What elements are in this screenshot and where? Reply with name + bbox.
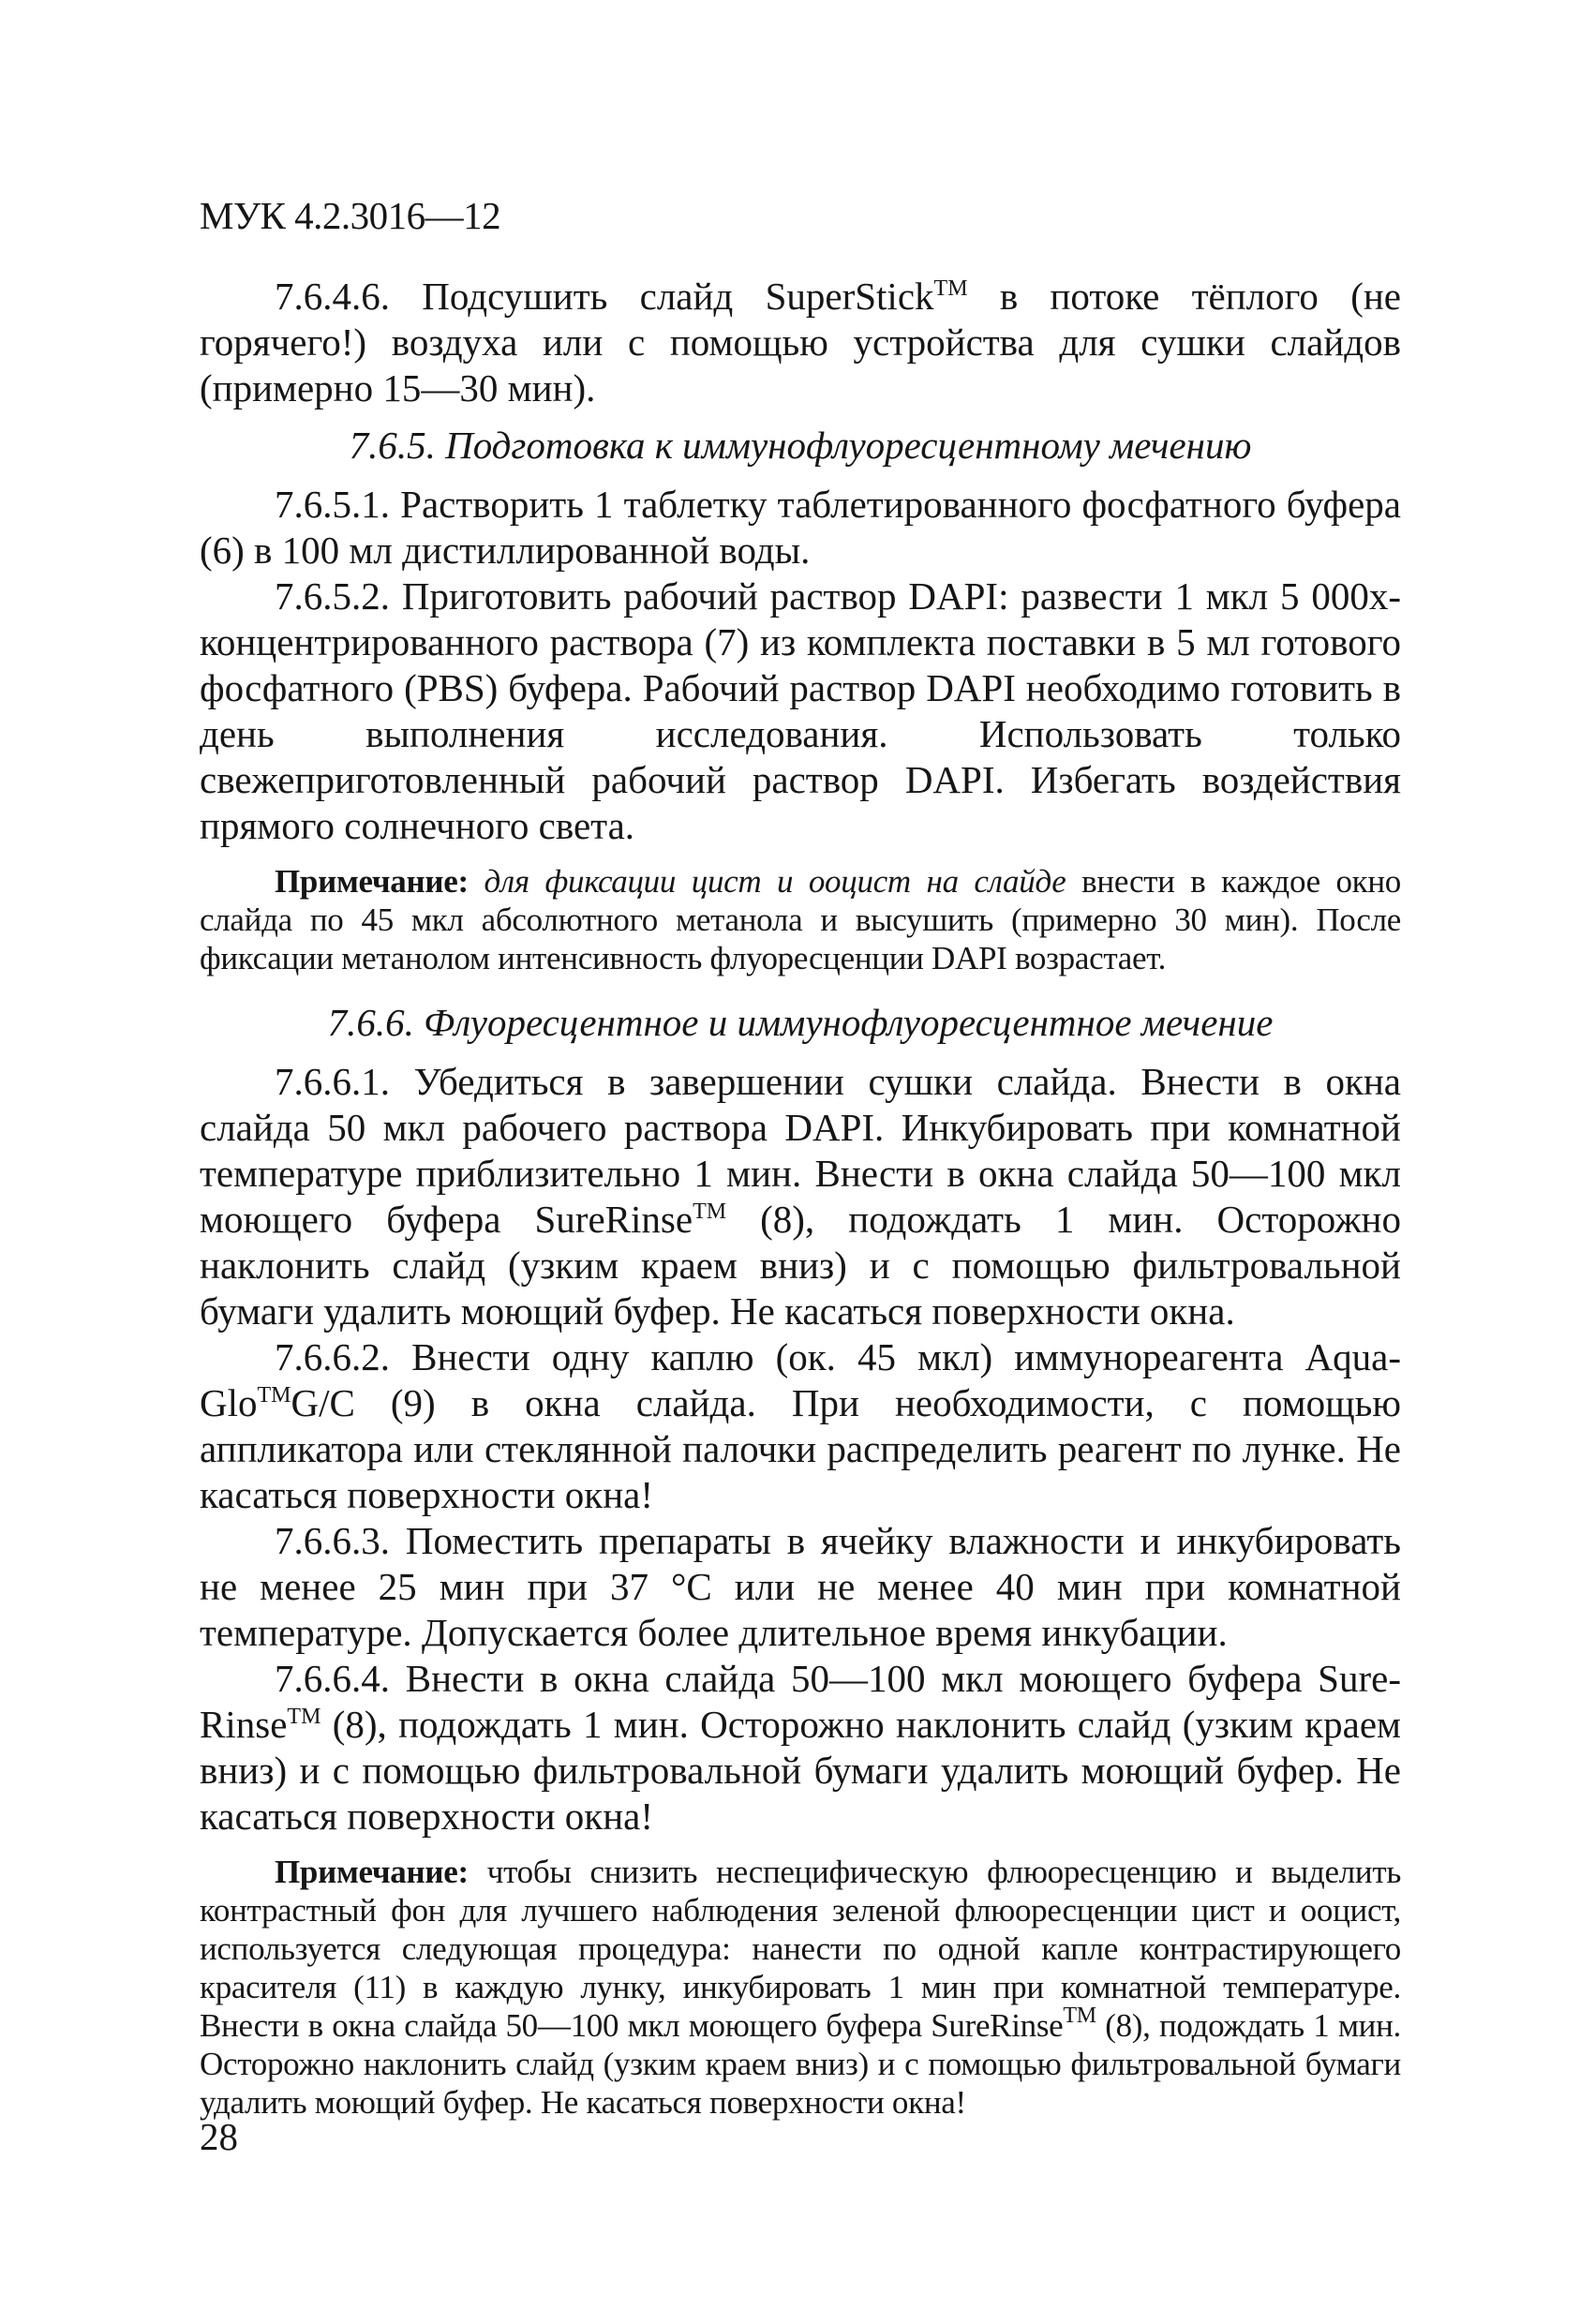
paragraph-text: 7.6.6.4. Внести в окна слайда 50—100 мкл моющего буфера Sure-Rinse <box>200 1657 1401 1746</box>
paragraph-7-6-5-2: 7.6.5.2. Приготовить рабочий раствор DAPI: развести 1 мкл 5 000х-концентрированного раствора (7) из комплекта поставки в 5 мл готового фосфатного (PBS) буфера. Рабочий раствор DAPI необходимо готовить в день выполнения исследования. Использовать только свежеприготовленный рабочий раствор DAPI. Избегать воздействия прямого солнечного света. <box>200 574 1401 847</box>
paragraph-7-6-6-4 <box>200 1656 1401 1840</box>
section-heading-7-6-6: 7.6.6. Флуоресцентное и иммунофлуоресцентное мечение <box>327 1001 1274 1044</box>
trademark-sup: TM <box>693 1199 727 1224</box>
paragraph-7-6-6-3: 7.6.6.3. Поместить препараты в ячейку влажности и инкубировать не менее 25 мин при 37 °С или не менее 40 мин при комнатной температуре. Допускается более длительное время инкубации. <box>200 1519 1401 1654</box>
page-body <box>200 274 1401 2144</box>
paragraph-text: 7.6.4.6. Подсушить слайд SuperStick <box>275 275 934 318</box>
trademark-sup: TM <box>1063 2004 1096 2028</box>
note-1 <box>200 862 1401 977</box>
paragraph-text: (8), подождать 1 мин. Осторожно наклонить слайд (узким краем вниз) и с помощью фильтровальной бумаги удалить моющий буфер. Не касаться поверхности окна. <box>200 1198 1401 1333</box>
document-code-header: МУК 4.2.3016—12 <box>200 194 501 237</box>
note-text: (8), подождать 1 мин. Осторожно наклонить слайд (узким краем вниз) и с помощью фильтровальной бумаги удалить моющий буфер. Не касаться поверхности окна! <box>200 2007 1401 2121</box>
section-heading-7-6-5: 7.6.5. Подготовка к иммунофлуоресцентному мечению <box>349 424 1252 467</box>
paragraph-text: 7.6.6.2. Внести одну каплю (ок. 45 мкл) иммунореагента Aqua-Glo <box>200 1335 1401 1424</box>
note-label: Примечание: <box>275 863 469 900</box>
paragraph-7-6-5-1: 7.6.5.1. Растворить 1 таблетку таблетированного фосфатного буфера (6) в 100 мл дистиллированной воды. <box>200 483 1401 572</box>
paragraph-7-6-4-6 <box>200 274 1401 411</box>
paragraph-7-6-6-1 <box>200 1059 1401 1334</box>
trademark-sup: TM <box>287 1705 321 1729</box>
note-label: Примечание: <box>275 1854 469 1890</box>
note-italic-text: для фиксации цист и ооцист на слайде <box>468 863 1066 900</box>
note-2 <box>200 1853 1401 2122</box>
paragraph-text: в потоке тёплого (не горячего!) воздуха или с помощью устройства для сушки слайдов (примерно 15—30 мин). <box>200 275 1402 410</box>
paragraph-text: (8), подождать 1 мин. Осторожно наклонить слайд (узким краем вниз) и с помощью фильтровальной бумаги удалить моющий буфер. Не касаться поверхности окна! <box>200 1703 1401 1838</box>
trademark-sup: TM <box>257 1383 291 1408</box>
trademark-sup: TM <box>933 276 968 301</box>
paragraph-7-6-6-2 <box>200 1334 1401 1518</box>
note-text: внести в каждое окно слайда по 45 мкл абсолютного метанола и высушить (примерно 30 мин). После фиксации метанолом интенсивность флуоресценции DAPI возрастает. <box>200 863 1401 976</box>
paragraph-text: G/C (9) в окна слайда. При необходимости, с помощью аппликатора или стеклянной палочки распределить реагент по лунке. Не касаться поверхности окна! <box>200 1381 1401 1516</box>
page-number: 28 <box>200 2115 238 2158</box>
note-text: чтобы снизить неспецифическую флюоресценцию и выделить контрастный фон для лучшего наблюдения зеленой флюоресценции цист и ооцист, используется следующая процедура: нанести по одной капле контрастирующего красителя (11) в каждую лунку, инкубировать 1 мин при комнатной температуре. Внести в окна слайда 50—100 мкл моющего буфера SureRinse <box>200 1854 1401 2044</box>
paragraph-text: 7.6.6.1. Убедиться в завершении сушки слайда. Внести в окна слайда 50 мкл рабочего раствора DAPI. Инкубировать при комнатной температуре приблизительно 1 мин. Внести в окна слайда 50—100 мкл моющего буфера SureRinse <box>200 1060 1401 1241</box>
